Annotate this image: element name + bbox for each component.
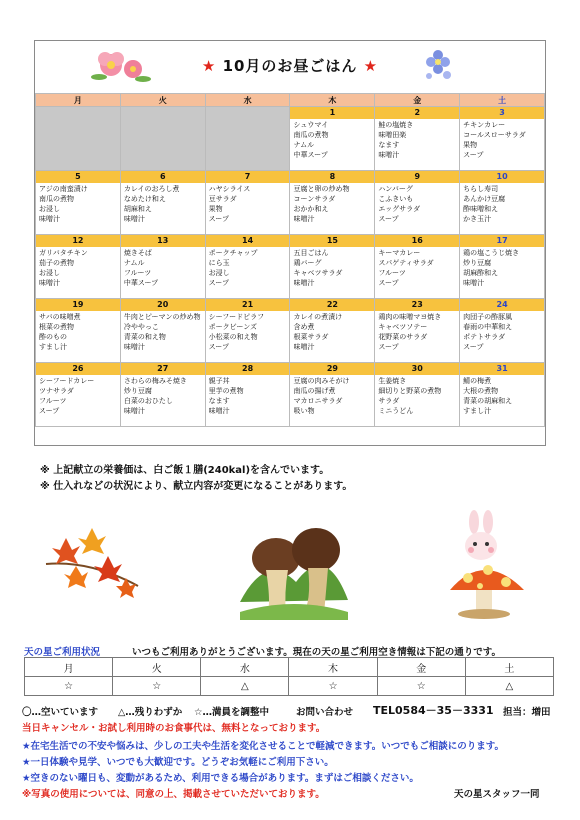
availability-mark: ☆ [377,677,465,696]
menu-item: スープ [208,215,229,223]
menu-list [460,183,544,224]
menu-item: かき玉汁 [463,215,492,223]
day-number: 2 [375,107,459,119]
menu-item: なめたけ和え [123,195,166,203]
day-number: 12 [36,235,120,247]
menu-item: キーマカレー [378,249,421,257]
menu-list [375,247,459,288]
menu-item: アジの南蛮漬け [39,185,88,193]
menu-item: 青菜の和え物 [123,333,166,341]
day-number: 9 [375,171,459,183]
menu-item: シュウマイ [293,121,329,129]
menu-list [290,119,374,160]
day-number: 8 [290,171,374,183]
menu-item: 酢味噌和え [463,205,499,213]
day-number: 26 [36,363,120,375]
menu-list [375,119,459,160]
menu-item: 豆腐と卵の炒め物 [293,185,350,193]
menu-item: コーンサラダ [293,195,336,203]
menu-item: 大根の煮物 [463,387,499,395]
menu-item: 根菜サラダ [293,333,329,341]
day-cell [36,171,121,235]
menu-list [206,247,290,288]
menu-item: 根菜の煮物 [39,323,74,331]
menu-item: こふきいも [378,195,414,203]
menu-item: 炒り豆腐 [463,259,492,267]
availability-day: 水 [201,658,289,677]
menu-item: 鮭の塩焼き [378,121,414,129]
day-cell [205,235,290,299]
contact-label: お問い合わせ [296,707,354,718]
availability-change-message: ★空きのない曜日も、変動があるため、利用できる場合があります。まずはご相談ください。 [22,773,419,784]
menu-item: ハヤシライス [208,185,251,193]
menu-list [375,183,459,224]
menu-list [290,311,374,352]
day-number: 13 [121,235,205,247]
menu-calendar [34,40,546,446]
menu-item: 味噌汁 [293,215,315,223]
availability-message: いつもご利用ありがとうございます。現在の天の星ご利用空き情報は下記の通りです。 [132,647,501,658]
menu-item: ポークビーンズ [208,323,258,331]
menu-item: ポテトサラダ [463,333,506,341]
availability-mark: ☆ [25,677,113,696]
menu-item: 肉団子の酢豚風 [463,313,513,321]
menu-item: 生姜焼き [378,377,407,385]
day-number: 16 [375,235,459,247]
menu-item: 牛肉とピーマンの炒め物 [123,313,201,321]
menu-item: さわらの梅みそ焼き [123,377,187,385]
menu-item: シーフードカレー [39,377,95,385]
menu-item: チキンカレー [463,121,506,129]
menu-item: 酢のもの [39,333,67,341]
day-cell [120,299,205,363]
day-number: 15 [290,235,374,247]
day-cell [375,363,460,427]
calendar-week-row [36,299,545,363]
availability-mark: ☆ [113,677,201,696]
menu-item: 味噌汁 [123,407,145,415]
availability-day: 木 [289,658,377,677]
availability-mark: △ [465,677,553,696]
menu-item: 果物 [463,141,478,149]
menu-item: ナムル [293,141,315,149]
menu-item: 里芋の煮物 [208,387,244,395]
menu-list [290,375,374,416]
day-cell [290,299,375,363]
weekday-header: 火 [120,94,205,107]
menu-item: すまし汁 [39,343,67,351]
menu-list [121,375,205,416]
menu-item: 味噌汁 [208,407,230,415]
day-cell [460,363,545,427]
menu-item: 味噌汁 [293,343,315,351]
menu-list [121,247,205,288]
empty-day-cell [36,107,121,171]
day-cell [205,171,290,235]
menu-item: 味噌汁 [39,279,60,287]
menu-item: ハンバーグ [378,185,413,193]
menu-item: 青菜の胡麻和え [463,397,513,405]
menu-list [375,375,459,416]
change-note: ※ 仕入れなどの状況により、献立内容が変更になることがあります。 [40,481,353,492]
day-number: 20 [121,299,205,311]
menu-item: 含め煮 [293,323,315,331]
menu-item: 味噌田楽 [378,131,407,139]
menu-list [290,247,374,288]
menu-item: 味噌汁 [463,279,485,287]
nutrition-note: ※ 上記献立の栄養価は、白ご飯１膳(240kal)を含んでいます。 [40,465,330,476]
menu-item: 果物 [208,205,223,213]
day-number: 19 [36,299,120,311]
menu-item: 花野菜のサラダ [378,333,428,341]
menu-list [206,183,290,224]
menu-item: 南瓜の煮物 [293,131,329,139]
menu-item: 味噌汁 [378,151,400,159]
menu-item: 味噌汁 [293,279,315,287]
menu-item: ナムル [123,259,145,267]
day-cell [205,363,290,427]
day-number: 23 [375,299,459,311]
trial-welcome-message: ★一日体験や見学、いつでも大歓迎です。どうぞお気軽にご利用下さい。 [22,757,334,768]
day-number: 29 [290,363,374,375]
consultation-message: ★在宅生活での不安や悩みは、少しの工夫や生活を変化させることで軽減できます。いつでもご相談にのります。 [22,741,504,752]
legend-few: △…残りわずか [118,707,183,718]
menu-item: カレイの煮漬け [293,313,343,321]
menu-item: ガリバタチキン [39,249,88,257]
day-cell [460,299,545,363]
menu-item: スープ [208,343,229,351]
menu-item: 炒り豆腐 [123,387,152,395]
day-number: 31 [460,363,544,375]
menu-item: 小松菜の和え物 [208,333,258,341]
availability-day: 火 [113,658,201,677]
menu-item: キャベツサラダ [293,269,343,277]
menu-item: スープ [463,151,484,159]
menu-item: 細切りと野菜の煮物 [378,387,442,395]
availability-table [24,657,554,696]
day-number: 21 [206,299,290,311]
day-number: 14 [206,235,290,247]
menu-item: 味噌汁 [39,215,60,223]
legend-empty: 〇…空いています [22,707,99,718]
day-number: 6 [121,171,205,183]
day-cell [120,363,205,427]
day-number: 24 [460,299,544,311]
day-cell [375,235,460,299]
menu-item: 味噌汁 [123,215,145,223]
menu-item: 南瓜の揚げ煮 [293,387,336,395]
menu-item: ちらし寿司 [463,185,499,193]
weekday-header: 月 [36,94,121,107]
calendar-week-row [36,107,545,171]
menu-item: 鶏肉の味噌マヨ焼き [378,313,442,321]
day-cell [290,363,375,427]
day-number: 27 [121,363,205,375]
menu-list [460,311,544,352]
day-cell [36,299,121,363]
menu-item: 豆サラダ [208,195,237,203]
menu-item: 中華スープ [293,151,328,159]
menu-item: 豆腐の肉みそがけ [293,377,350,385]
signature: 天の星スタッフ一同 [454,789,540,800]
legend-full: ☆…満員を調整中 [194,707,270,718]
menu-list [375,311,459,352]
day-number: 30 [375,363,459,375]
menu-item: 親子丼 [208,377,230,385]
day-cell [290,171,375,235]
day-cell [460,107,545,171]
menu-item: スープ [39,407,60,415]
menu-item: キャベツソテー [378,323,428,331]
day-cell [290,107,375,171]
menu-item: すまし汁 [463,407,492,415]
day-cell [290,235,375,299]
day-number: 7 [206,171,290,183]
menu-item: コールスローサラダ [463,131,526,139]
menu-item: 鶏バーグ [293,259,322,267]
menu-item: なます [378,141,400,149]
menu-list [36,183,120,224]
availability-day: 月 [25,658,113,677]
weekday-header: 木 [290,94,375,107]
menu-list [460,375,544,416]
menu-item: にら玉 [208,259,230,267]
day-cell [120,235,205,299]
lunch-calendar-table [35,93,545,427]
menu-item: 白菜のおひたし [123,397,173,405]
menu-item: スープ [208,279,229,287]
availability-day: 土 [465,658,553,677]
menu-list [460,119,544,160]
menu-item: マカロニサラダ [293,397,343,405]
day-cell [36,235,121,299]
contact-person: 担当：増田 [503,707,551,718]
day-number: 22 [290,299,374,311]
weekday-header: 水 [205,94,290,107]
menu-item: 胡麻和え [123,205,152,213]
menu-item: 味噌汁 [123,343,145,351]
menu-item: カレイのおろし煮 [123,185,180,193]
menu-item: ミニうどん [378,407,414,415]
menu-item: スープ [378,215,399,223]
day-number: 5 [36,171,120,183]
page-title: ★ 10月のお昼ごはん ★ [201,57,379,75]
menu-list [121,311,205,352]
menu-list [36,311,120,352]
availability-mark: ☆ [289,677,377,696]
menu-list [36,247,120,288]
menu-list [206,311,290,352]
calendar-week-row [36,363,545,427]
menu-item: 茄子の煮物 [39,259,74,267]
menu-item: お浸し [39,205,60,213]
menu-item: 吸い物 [293,407,315,415]
menu-item: 中華スープ [123,279,159,287]
menu-item: あんかけ豆腐 [463,195,506,203]
day-number: 1 [290,107,374,119]
calendar-week-row [36,171,545,235]
photo-consent-message: ※写真の使用については、同意の上、掲載させていただいております。 [22,789,325,800]
phone-number[interactable]: TEL0584－35－3331 [373,704,494,717]
menu-item: 冷ややっこ [123,323,159,331]
day-cell [375,299,460,363]
day-cell [375,171,460,235]
menu-item: なます [208,397,230,405]
menu-list [206,375,290,416]
day-number: 17 [460,235,544,247]
menu-item: スープ [378,343,399,351]
weekday-header: 金 [375,94,460,107]
day-cell [375,107,460,171]
day-number: 3 [460,107,544,119]
menu-item: スープ [378,279,399,287]
menu-item: お浸し [39,269,60,277]
menu-item: おかか和え [293,205,329,213]
menu-item: 春雨の中華和え [463,323,513,331]
rabbit-mushroom-illustration [444,510,528,622]
menu-list [121,183,205,224]
menu-item: 鯖の梅煮 [463,377,492,385]
menu-item: フルーツ [39,397,67,405]
menu-item: 胡麻酢和え [463,269,499,277]
day-cell [205,299,290,363]
autumn-leaves-illustration [40,520,144,610]
availability-day: 金 [377,658,465,677]
availability-mark: △ [201,677,289,696]
menu-item: 南瓜の煮物 [39,195,74,203]
menu-item: エッグサラダ [378,205,421,213]
menu-item: ポークチャップ [208,249,258,257]
menu-item: サバの味噌煮 [39,313,81,321]
empty-day-cell [120,107,205,171]
mushroom-illustration [236,512,352,620]
day-cell [460,171,545,235]
empty-day-cell [205,107,290,171]
day-number: 10 [460,171,544,183]
weekday-header: 土 [460,94,545,107]
menu-item: フルーツ [123,269,152,277]
calendar-week-row [36,235,545,299]
menu-item: スパゲティサラダ [378,259,434,267]
menu-list [460,247,544,288]
day-cell [36,363,121,427]
menu-item: フルーツ [378,269,406,277]
menu-item: 鶏の塩こうじ焼き [463,249,520,257]
cancel-free-message: 当日キャンセル・お試し利用時のお食事代は、無料となっております。 [22,723,326,734]
day-number: 28 [206,363,290,375]
menu-list [36,375,120,416]
day-cell [460,235,545,299]
day-cell [120,171,205,235]
menu-item: サラダ [378,397,400,405]
menu-list [290,183,374,224]
menu-item: シーフードピラフ [208,313,265,321]
availability-title: 天の星ご利用状況 [24,647,101,658]
menu-item: 五目ごはん [293,249,329,257]
menu-item: 焼きそば [123,249,152,257]
menu-item: スープ [463,343,484,351]
menu-item: ツナサラダ [39,387,74,395]
menu-item: お浸し [208,269,230,277]
